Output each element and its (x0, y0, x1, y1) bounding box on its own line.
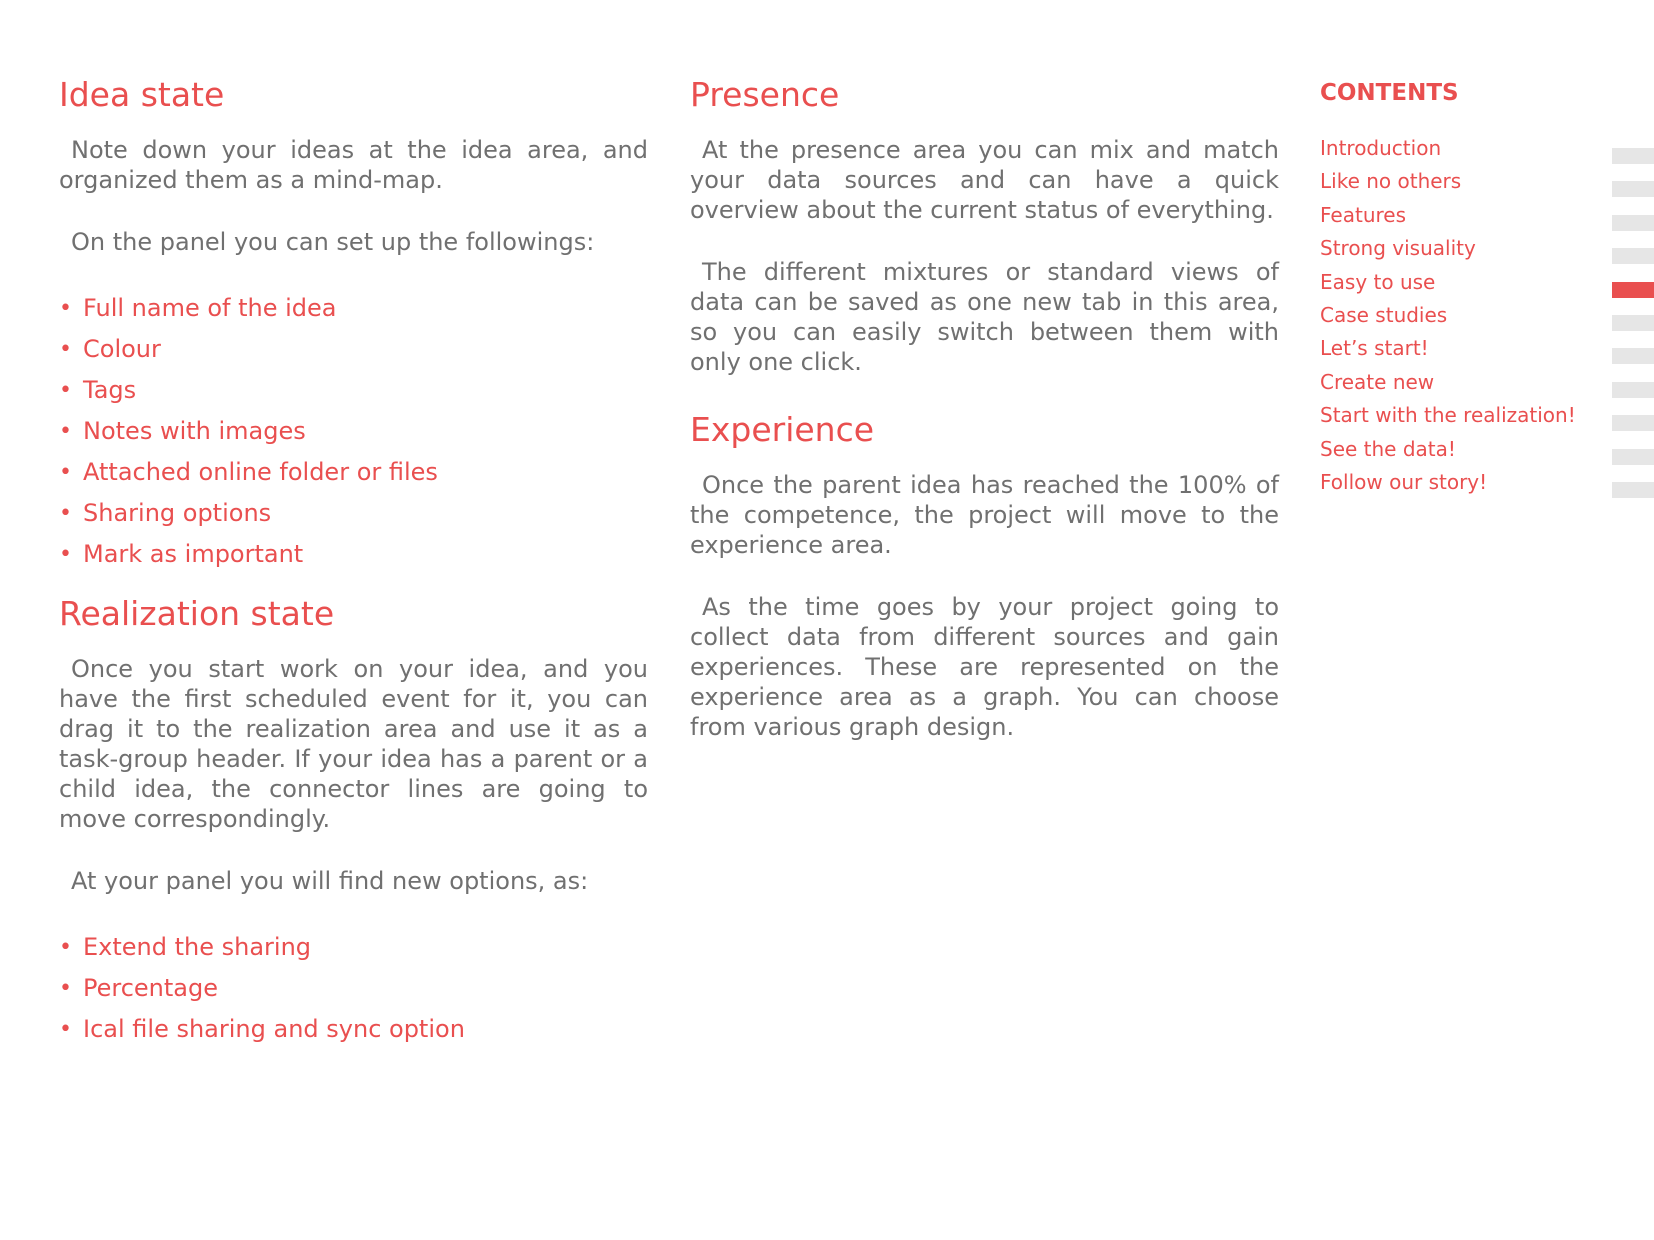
table-of-contents (1320, 74, 1600, 499)
bullet-icon: • (59, 542, 72, 567)
list-item: • Percentage (59, 968, 648, 1009)
list-item: • Mark as important (59, 534, 648, 575)
toc-link-case-studies[interactable]: Case studies (1320, 303, 1448, 328)
toc-link-easy-to-use[interactable]: Easy to use (1320, 269, 1436, 294)
contents-title: CONTENTS (1320, 80, 1459, 106)
bullet-icon: • (59, 935, 72, 960)
list-item: • Sharing options (59, 493, 648, 534)
bullet-icon: • (59, 337, 72, 362)
presence-paragraph-2: The different mixtures or standard views of data can be saved as one new tab in this area, so you can easily switch between them with only one click. (690, 258, 1279, 376)
presence-heading: Presence (690, 75, 840, 114)
list-item: • Ical file sharing and sync option (59, 1009, 648, 1050)
list-item: • Colour (59, 329, 648, 370)
toc-link-introduction[interactable]: Introduction (1320, 136, 1442, 160)
bullet-icon: • (59, 1017, 72, 1042)
toc-link-strong-visuality[interactable]: Strong visuality (1320, 236, 1476, 261)
list-item: • Notes with images (59, 411, 648, 452)
list-item: • Tags (59, 370, 648, 411)
page-mark[interactable] (1612, 282, 1654, 298)
realization-paragraph-1: Once you start work on your idea, and you have the first scheduled event for it, you can drag it to the realization area and use it as a task-group header. If your idea has a parent or a child idea, the connector lines are going to move correspondingly. (59, 655, 648, 833)
contents-list (1320, 132, 1600, 499)
bullet-icon: • (59, 378, 72, 403)
toc-link-lets-start[interactable]: Let’s start! (1320, 336, 1429, 361)
toc-link-follow-our-story[interactable]: Follow our story! (1320, 470, 1488, 495)
realization-options-list (59, 927, 648, 1050)
page-mark[interactable] (1612, 215, 1654, 231)
idea-paragraph-1: Note down your ideas at the idea area, and organized them as a mind-map. (59, 136, 648, 194)
idea-options-list (59, 288, 648, 575)
experience-heading: Experience (690, 410, 875, 449)
bullet-icon: • (59, 419, 72, 444)
page-mark[interactable] (1612, 449, 1654, 465)
list-item: • Full name of the idea (59, 288, 648, 329)
page-mark[interactable] (1612, 181, 1654, 197)
page-mark[interactable] (1612, 415, 1654, 431)
page-mark[interactable] (1612, 315, 1654, 331)
left-column (59, 74, 648, 1050)
page-mark[interactable] (1612, 382, 1654, 398)
experience-paragraph-2: As the time goes by your project going to collect data from different sources and gain experiences. These are represented on the experience area as a graph. You can choose from various graph design. (690, 593, 1279, 741)
middle-column (690, 74, 1279, 742)
page-mark[interactable] (1612, 148, 1654, 164)
bullet-icon: • (59, 296, 72, 321)
toc-link-like-no-others[interactable]: Like no others (1320, 169, 1462, 194)
toc-link-features[interactable]: Features (1320, 202, 1406, 227)
presence-paragraph-1: At the presence area you can mix and match your data sources and can have a quick overview about the current status of everything. (690, 136, 1279, 224)
idea-state-heading: Idea state (59, 75, 225, 114)
idea-paragraph-2: On the panel you can set up the followings: (71, 228, 595, 256)
bullet-icon: • (59, 501, 72, 526)
toc-link-see-the-data[interactable]: See the data! (1320, 436, 1456, 461)
page-mark[interactable] (1612, 248, 1654, 264)
toc-link-start-realization[interactable]: Start with the realization! (1320, 403, 1576, 428)
page-mark[interactable] (1612, 482, 1654, 498)
list-item: • Attached online folder or files (59, 452, 648, 493)
realization-state-heading: Realization state (59, 594, 335, 633)
page-mark[interactable] (1612, 348, 1654, 364)
toc-link-create-new[interactable]: Create new (1320, 369, 1435, 394)
bullet-icon: • (59, 460, 72, 485)
experience-paragraph-1: Once the parent idea has reached the 100% of the competence, the project will move to the experience area. (690, 471, 1279, 559)
realization-paragraph-2: At your panel you will find new options, as: (71, 867, 589, 895)
list-item: • Extend the sharing (59, 927, 648, 968)
bullet-icon: • (59, 976, 72, 1001)
